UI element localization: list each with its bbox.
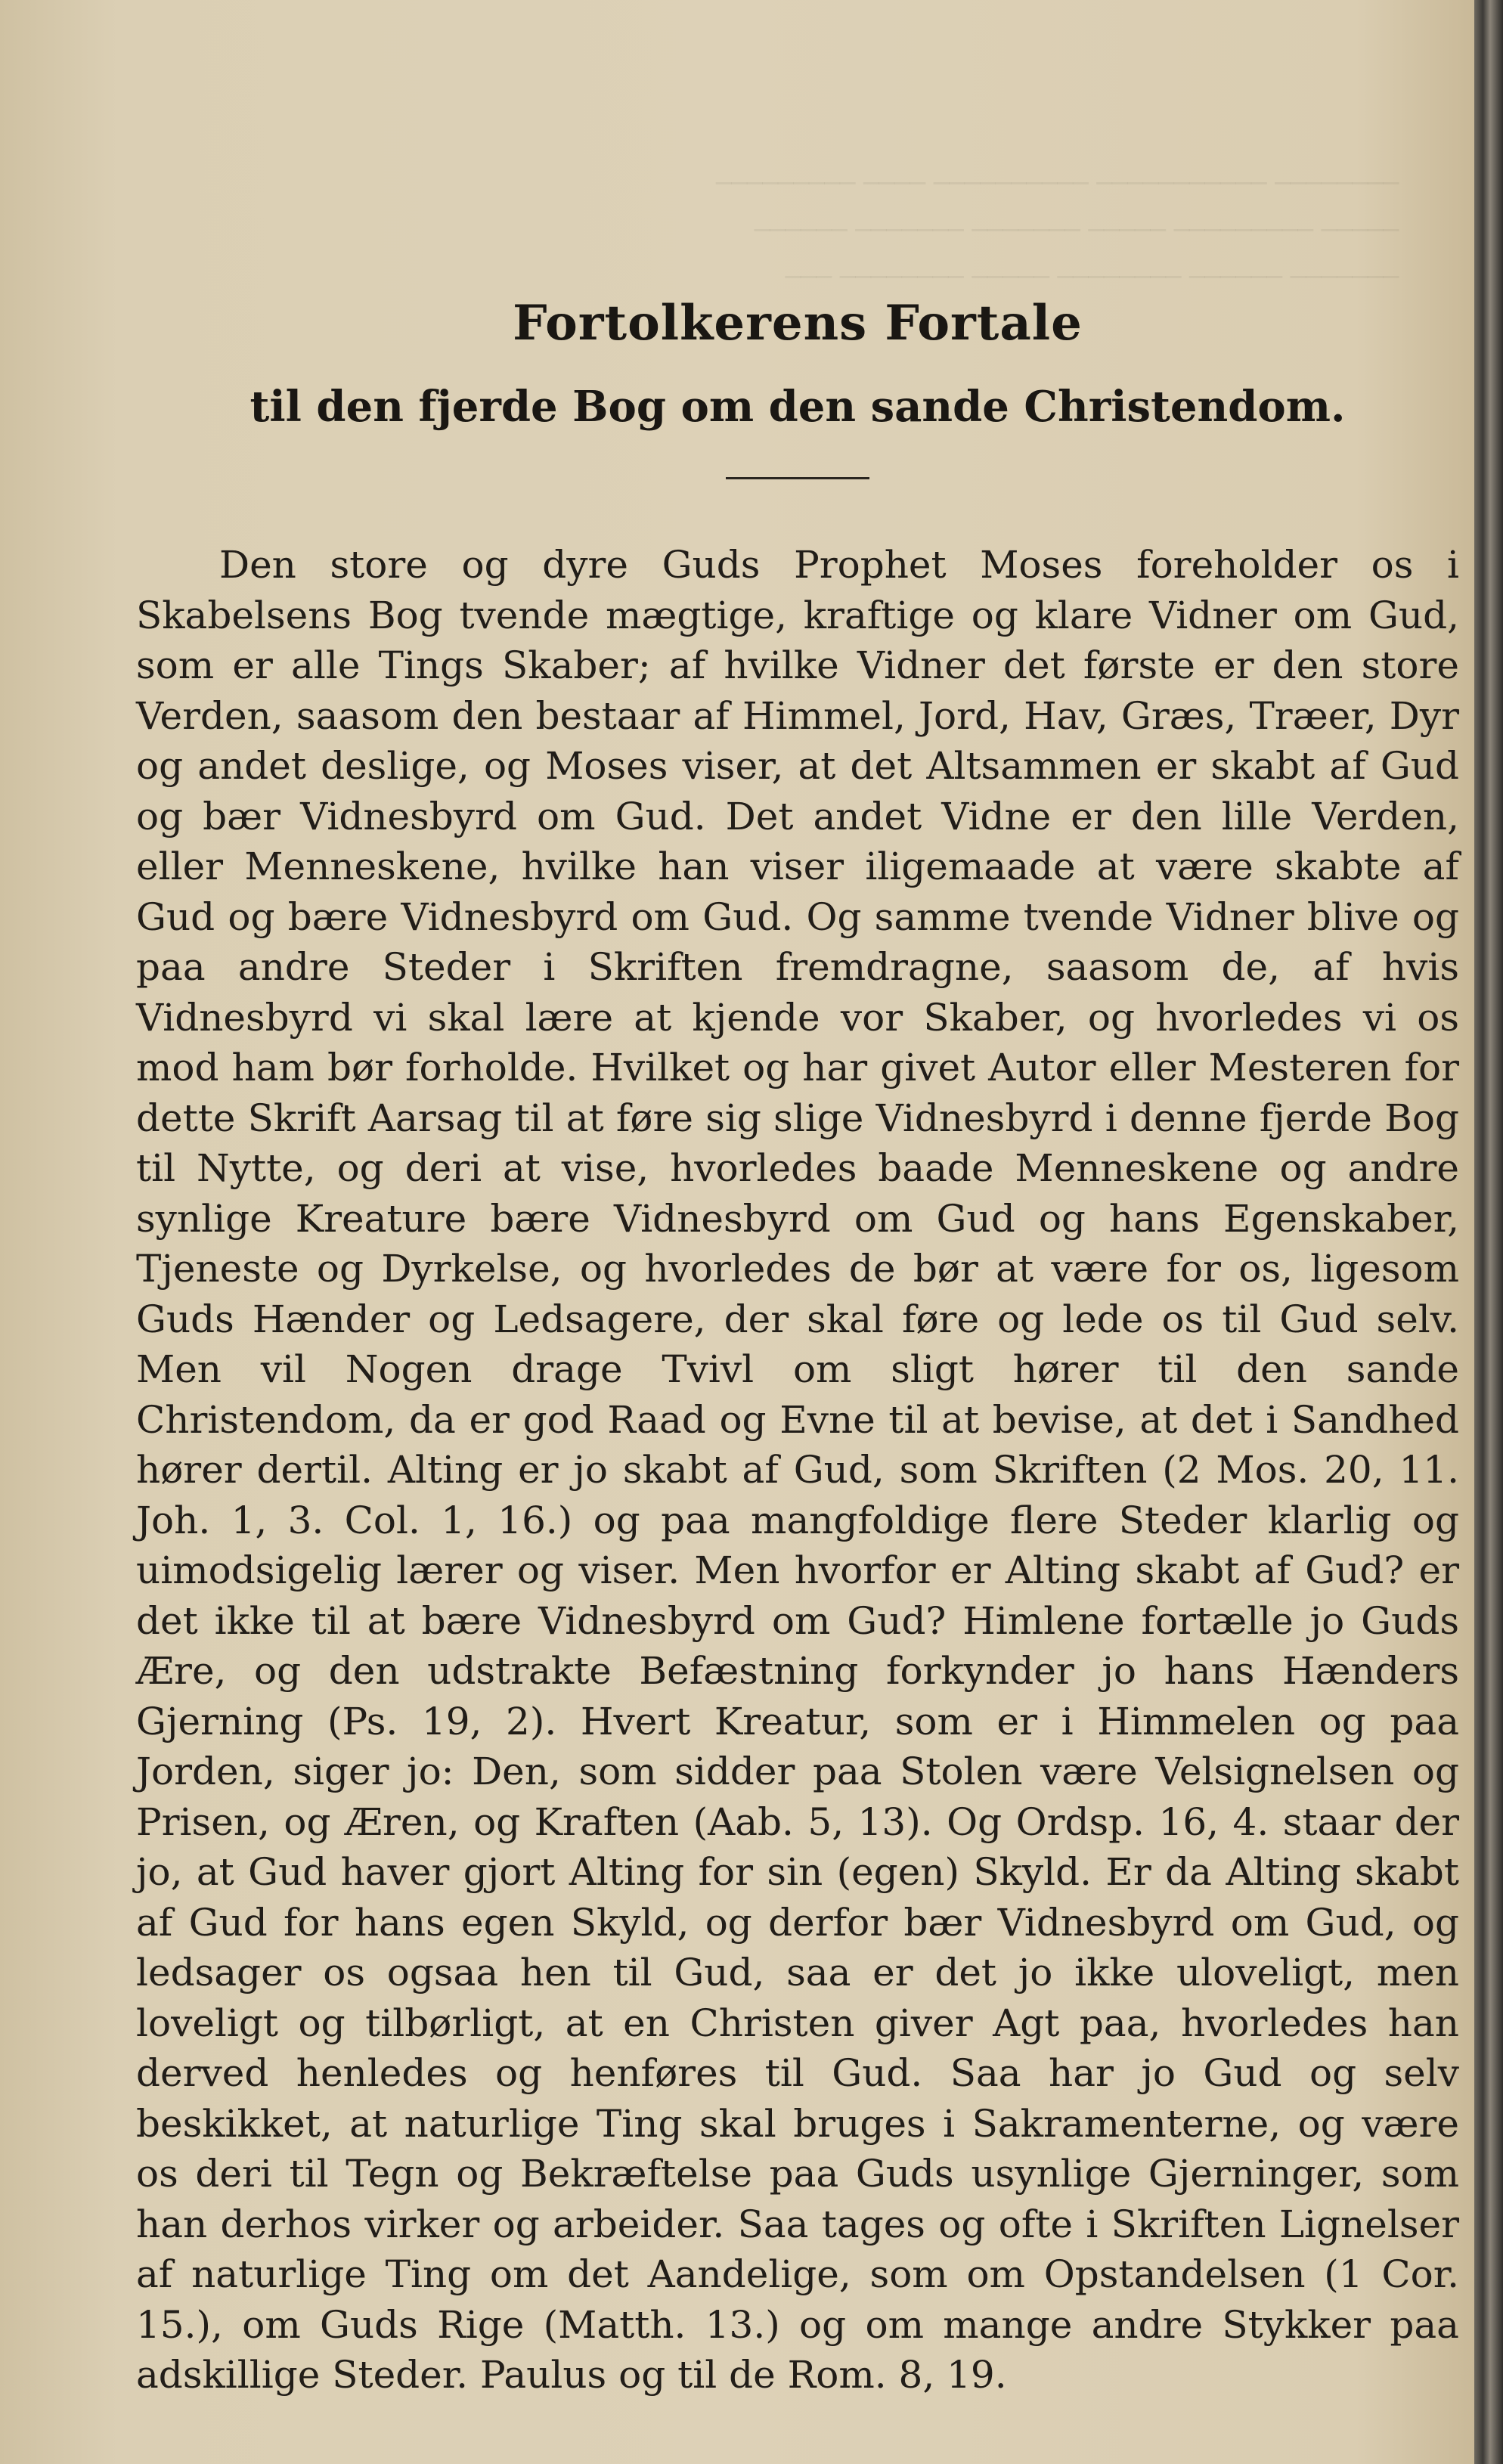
book-spine-edge <box>1474 0 1503 2464</box>
section-divider <box>726 477 869 479</box>
chapter-title: Fortolkerens Fortale <box>513 295 1083 352</box>
chapter-subtitle: til den fjerde Bog om den sande Christendom. <box>249 382 1346 432</box>
show-through-text: ──────── ─────────── ────────── ──── ───────── ───── ───────── ───── ─────── ─────── ────── ─────── ────── ──────── ───── ──────── ─── <box>716 169 1399 293</box>
body-paragraph: Den store og dyre Guds Prophet Moses foreholder os i Skabelsens Bog tvende mægtige, kraftige og klare Vidner om Gud, som er alle Tings Skaber; af hvilke Vidner det første er den store Verden, saasom den bestaar af Himmel, Jord, Hav, Græs, Træer, Dyr og andet deslige, og Moses viser, at det Altsammen er skabt af Gud og bær Vidnesbyrd om Gud. Det andet Vidne er den lille Verden, eller Menneskene, hvilke han viser iligemaade at være skabte af Gud og bære Vidnesbyrd om Gud. Og samme tvende Vidner blive og paa andre Steder i Skriften fremdragne, saasom de, af hvis Vidnesbyrd vi skal lære at kjende vor Skaber, og hvorledes vi os mod ham bør forholde. Hvilket og har givet Autor eller Mesteren for dette Skrift Aarsag til at føre sig slige Vidnesbyrd i denne fjerde Bog til Nytte, og deri at vise, hvorledes baade Menneskene og andre synlige Kreature bære Vidnesbyrd om Gud og hans Egenskaber, Tjeneste og Dyrkelse, og hvorledes de bør at være for os, ligesom Guds Hænder og Ledsagere, der skal føre og lede os til Gud selv. Men vil Nogen drage Tvivl om sligt hører til den sande Christendom, da er god Raad og Evne til at bevise, at det i Sandhed hører dertil. Alting er jo skabt af Gud, som Skriften (2 Mos. 20, 11. Joh. 1, 3. Col. 1, 16.) og paa mangfoldige flere Steder klarlig og uimodsigelig lærer og viser. Men hvorfor er Alting skabt af Gud? er det ikke til at bære Vidnesbyrd om Gud? Himlene fortælle jo Guds Ære, og den udstrakte Befæstning forkynder jo hans Hænders Gjerning (Ps. 19, 2). Hvert Kreatur, som er i Himmelen og paa Jorden, siger jo: Den, som sidder paa Stolen være Velsignelsen og Prisen, og Æren, og Kraften (Aab. 5, 13). Og Ordsp. 16, 4. staar der jo, at Gud haver gjort Alting for sin (egen) Skyld. Er da Alting skabt af Gud for hans egen Skyld, og derfor bær Vidnesbyrd om Gud, og ledsager os ogsaa hen til Gud, saa er det jo ikke uloveligt, men loveligt og tilbørligt, at en Christen giver Agt paa, hvorledes han derved henledes og henføres til Gud. Saa har jo Gud og selv beskikket, at naturlige Ting skal bruges i Sakramenterne, og være os deri til Tegn og Bekræftelse paa Guds usynlige Gjerninger, som han derhos virker og arbeider. Saa tages og ofte i Skriften Lignelser af naturlige Ting om det Aandelige, som om Opstandelsen (1 Cor. 15.), om Guds Rige (Matth. 13.) og om mange andre Stykker paa adskillige Steder. Paulus og til de Rom. 8, 19. <box>136 543 1459 2397</box>
page-content <box>136 295 1459 2400</box>
